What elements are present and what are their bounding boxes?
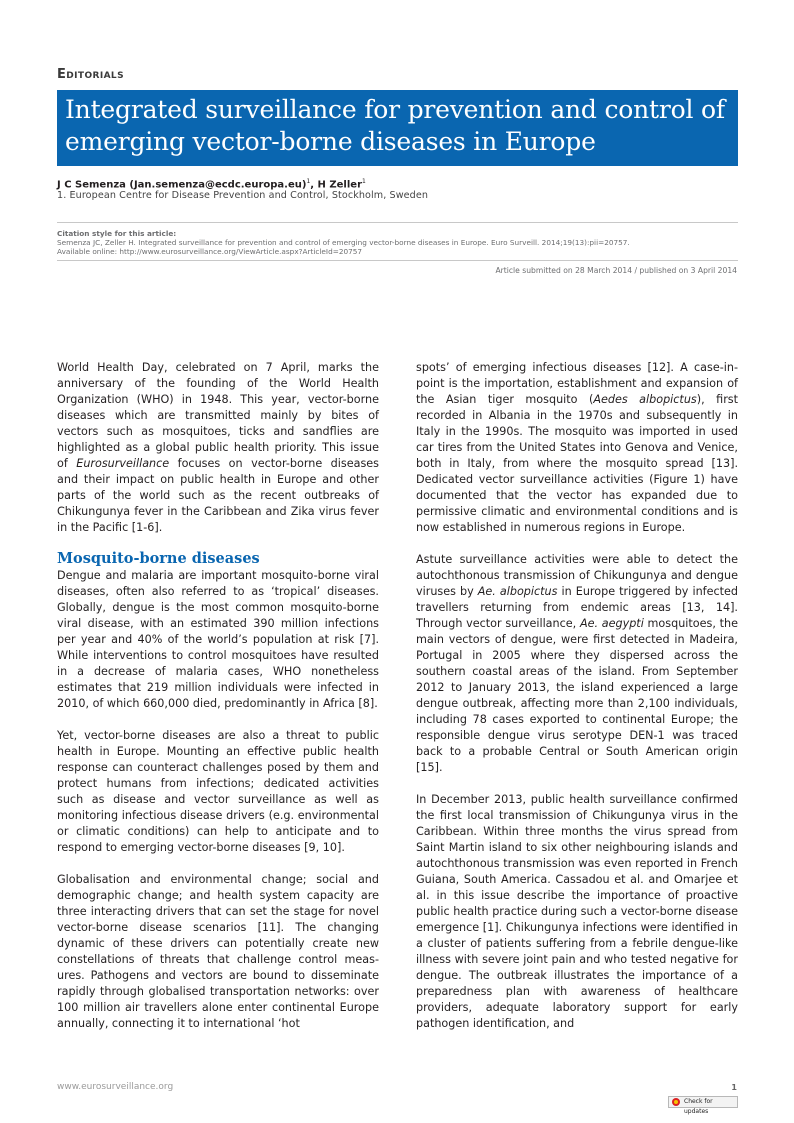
citation-heading: Citation style for this article: bbox=[57, 229, 177, 238]
paragraph: Yet, vector-borne diseases are also a threat to public health in Europe. Mounting an effective public health response can counteract challenges posed by them and protect humans from infections; dedicated activities such as disease and vector surveillance as well as monitoring infectious disease drivers (e.g. environmental or climatic conditions) can help to anticipate and to respond to emerging vector-borne diseases [9, 10]. bbox=[57, 729, 379, 854]
citation-available-link[interactable]: Available online: http://www.eurosurveillance.org/ViewArticle.aspx?ArticleId=20757 bbox=[57, 247, 363, 257]
title-banner bbox=[57, 90, 738, 166]
author-1: J C Semenza (Jan.semenza@ecdc.europa.eu) bbox=[57, 179, 307, 191]
species-name: Ae. albopictus bbox=[477, 585, 558, 598]
journal-name: Eurosurveillance bbox=[76, 457, 170, 470]
paragraph: In December 2013, public health surveillance confirmed the first local transmission of Chikungunya virus in the Caribbean. Within three months the virus spread from Saint Martin island to six other neighbouring islands and autochthonous transmission was even reported in French Guiana, South America. Cassadou et al. and Omarjee et al. in this issue describe the importance of proactive public health practice during such a vector-borne disease emergence [1]. Chikungunya infections were identified in a cluster of patients suffering from a febrile dengue-like illness with severe joint pain and who tested negative for dengue. The outbreak illustrates the importance of a preparedness plan with awareness of healthcare providers, adequate laboratory support for early pathogen identification, and bbox=[416, 793, 738, 1030]
article-title: Integrated surveillance for prevention and control of emerging vector-borne diseases in Europe bbox=[65, 95, 725, 156]
author-1-affil: 1 bbox=[306, 178, 311, 185]
paragraph: spots’ of emerging infectious diseases [12]. A case-in-point is the importation, establishment and expansion of the Asian tiger mosquito (Aedes albopictus), first recorded in Albania in the 1970s and subsequently in Italy in the 1990s. The mosquito was imported in used car tires from the United States into Genova and Venice, both in Italy, from where the mosquito spread [13]. Dedicated vector surveillance activities (Figure 1) have documented that the vector has expanded due to permissive climatic and environmental conditions and is now established in numerous regions in Europe. bbox=[416, 361, 739, 534]
divider-bottom bbox=[57, 260, 738, 261]
species-name: Aedes albopictus bbox=[593, 393, 697, 406]
check-for-updates-label: Check for updates bbox=[684, 1098, 713, 1115]
divider-top bbox=[57, 222, 738, 223]
section-label: Editorials bbox=[57, 67, 124, 82]
submission-dates: Article submitted on 28 March 2014 / published on 3 April 2014 bbox=[495, 266, 737, 275]
paragraph: Dengue and malaria are important mosquito-borne viral diseases, often also referred to as ‘tropical’ diseases. Globally, dengue is the most common mosquito-borne viral disease, with an estimated 390 million infections per year and 40% of the world’s population at risk [7]. While interventions to control mosquitoes have resulted in a decrease of malaria cases, WHO nonetheless estimates that 219 million individuals were infected in 2010, of which 660,000 died, predominantly in Africa [8]. bbox=[57, 569, 379, 710]
paragraph: World Health Day, celebrated on 7 April, marks the anniversary of the founding of the World Health Organization (WHO) in 1948. This year, vector-borne diseases which are transmitted mainly by bites of vectors such as mosquitoes, ticks and sandflies are highlighted as a global public health priority. This issue of Eurosurveillance focuses on vector-borne diseases and their impact on public health in Europe and other parts of the world such as the recent outbreaks of Chikungunya fever in the Caribbean and Zika virus fever in the Pacific [1-6]. bbox=[57, 361, 379, 534]
author-2: , H Zeller bbox=[310, 179, 362, 191]
body-column-left bbox=[57, 360, 379, 1048]
page-number: 1 bbox=[731, 1083, 737, 1092]
authors bbox=[57, 178, 366, 190]
crossmark-icon bbox=[672, 1098, 680, 1106]
affiliation: 1. European Centre for Disease Prevention and Control, Stockholm, Sweden bbox=[57, 190, 429, 201]
check-for-updates-button[interactable] bbox=[668, 1096, 738, 1115]
citation-text: Semenza JC, Zeller H. Integrated surveillance for prevention and control of emerging vector-borne diseases in Europe. Euro Surveill. 2014;19(13):pii=20757. bbox=[57, 238, 630, 248]
species-name: Ae. aegypti bbox=[579, 617, 644, 630]
author-2-affil: 1 bbox=[362, 178, 366, 185]
footer-url-link[interactable]: www.eurosurveillance.org bbox=[57, 1082, 174, 1092]
body-column-right bbox=[416, 360, 738, 1048]
paragraph: Astute surveillance activities were able to detect the autochthonous transmission of Chikungunya and dengue viruses by Ae. albopictus in Europe triggered by infected travellers returning from endemic areas [13, 14]. Through vector surveillance, Ae. aegypti mosquitoes, the main vectors of dengue, were first detected in Madeira, Portugal in 2005 where they dispersed across the southern coastal areas of the island. From September 2012 to January 2013, the island experienced a large dengue outbreak, affecting more than 2,100 individuals, including 78 cases exported to continental Europe; the responsible dengue virus serotype DEN-1 was traced back to a probable Central or South American origin [15]. bbox=[416, 553, 739, 774]
citation-block bbox=[57, 229, 738, 257]
paragraph: Globalisation and environmental change; social and demographic change; and health system capacity are three interacting drivers that can set the stage for novel vector-borne disease scenarios [11]. The changing dynamic of these drivers can potentially create new constellations of threats that challenge control measures. Pathogens and vectors are bound to disseminate rapidly through globalised transportation networks: over 100 million air travellers alone enter continental Europe annually, connecting it to international ‘hot bbox=[57, 873, 379, 1030]
section-heading: Mosquito-borne diseases bbox=[57, 550, 260, 567]
